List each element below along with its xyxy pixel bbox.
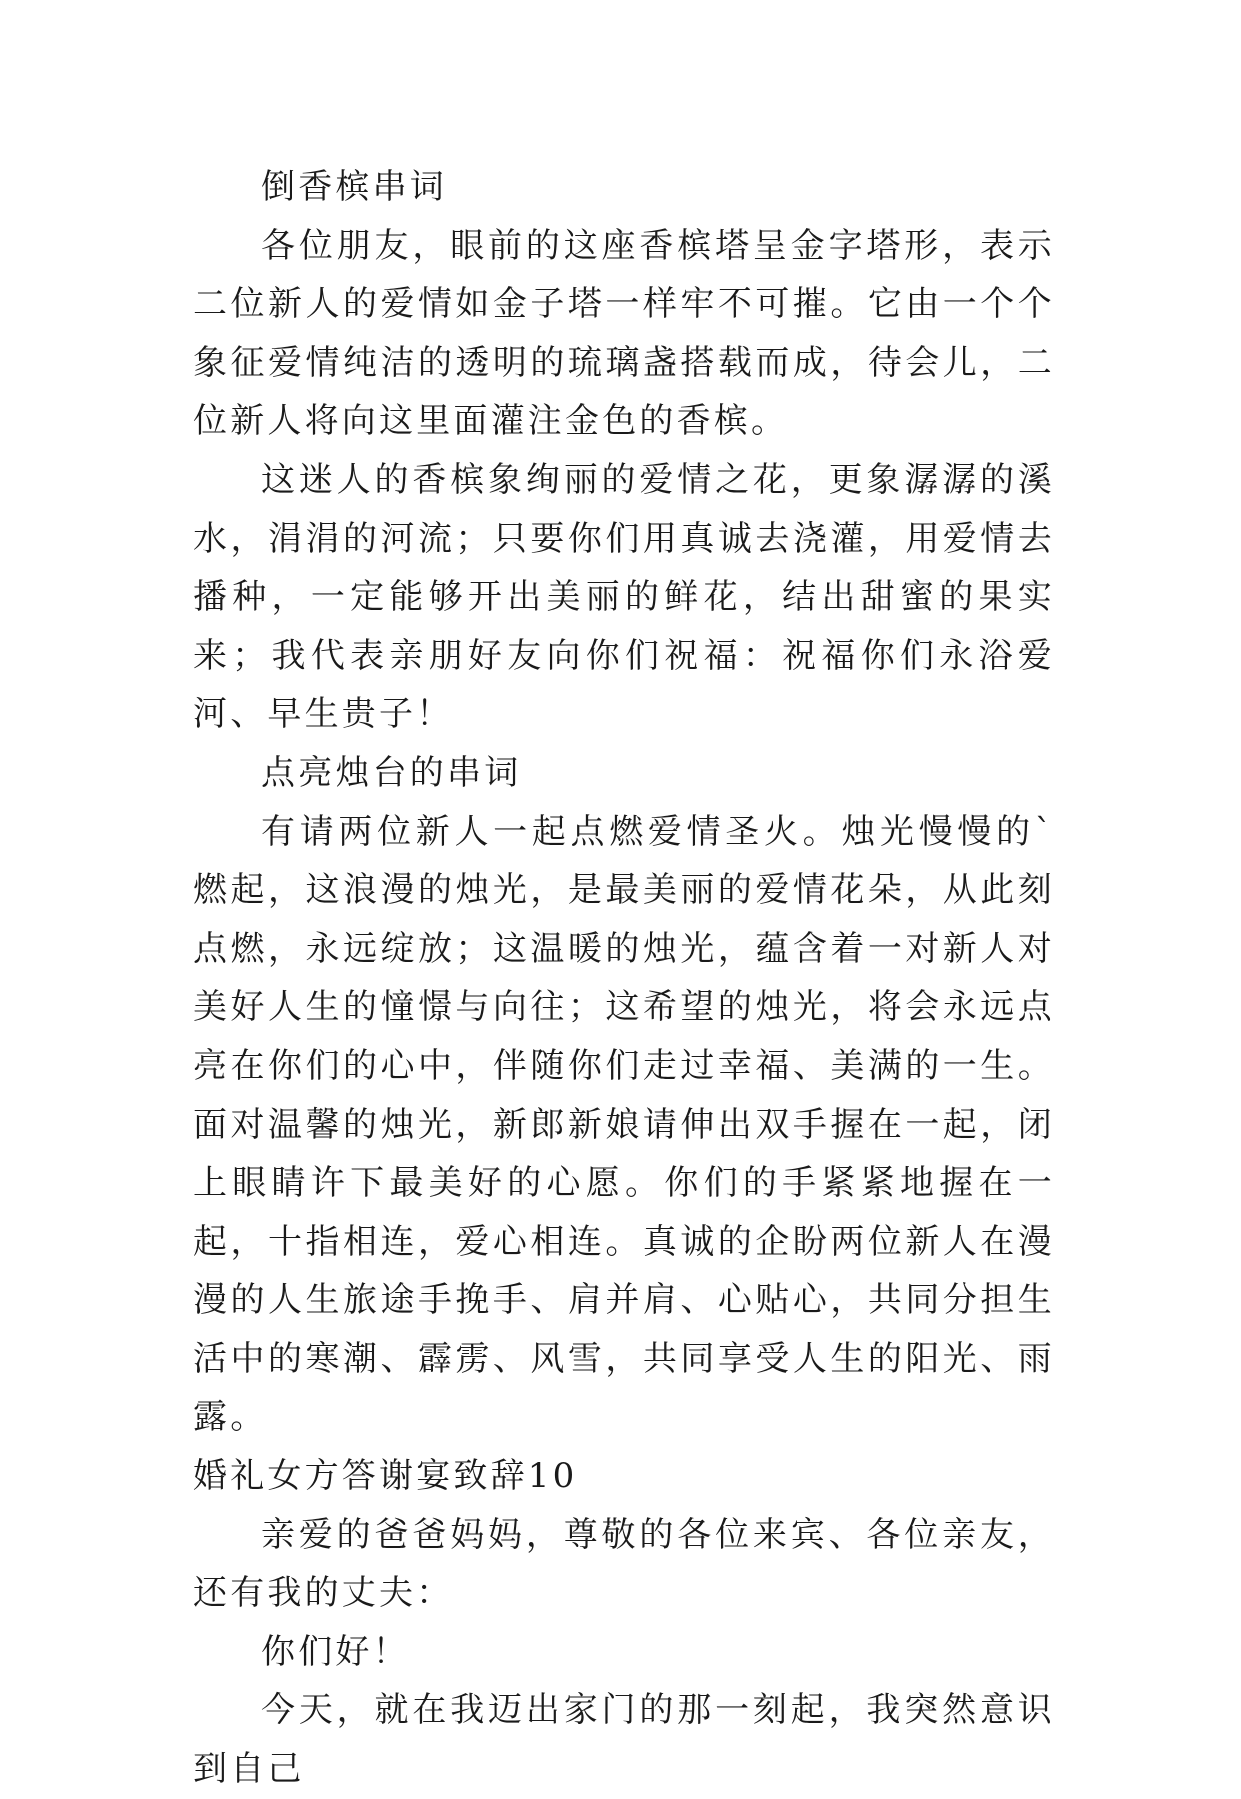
document-body xyxy=(193,158,1055,1799)
heading-bride-thanks-speech: 婚礼女方答谢宴致辞10 xyxy=(193,1456,578,1497)
paragraph-greeting: 你们好！ xyxy=(261,1631,410,1672)
paragraph-salutation: 亲爱的爸爸妈妈，尊敬的各位来宾、各位亲友，还有我的丈夫： xyxy=(193,1514,1055,1614)
heading-champagne-toast: 倒香槟串词 xyxy=(261,167,447,207)
paragraph-speech-opening: 今天，就在我迈出家门的那一刻起，我突然意识到自己 xyxy=(193,1690,1055,1790)
paragraph-champagne-tower: 各位朋友，眼前的这座香槟塔呈金字塔形，表示二位新人的爱情如金子塔一样牢不可摧。它由一个个象征爱情纯洁的透明的琉璃盏搭载而成，待会儿，二位新人将向这里面灌注金色的香槟。 xyxy=(193,225,1055,442)
paragraph-champagne-blessing: 这迷人的香槟象绚丽的爱情之花，更象潺潺的溪水，涓涓的河流；只要你们用真诚去浇灌，用爱情去播种，一定能够开出美丽的鲜花，结出甜蜜的果实来；我代表亲朋好友向你们祝福：祝福你们永浴爱河、早生贵子！ xyxy=(193,459,1055,735)
heading-candle-lighting: 点亮烛台的串词 xyxy=(261,752,522,793)
paragraph-candle-lighting: 有请两位新人一起点燃爱情圣火。烛光慢慢的`燃起，这浪漫的烛光，是最美丽的爱情花朵，从此刻点燃，永远绽放；这温暖的烛光，蕴含着一对新人对美好人生的憧憬与向往；这希望的烛光，将会永远点亮在你们的心中，伴随你们走过幸福、美满的一生。面对温馨的烛光，新郎新娘请伸出双手握在一起，闭上眼睛许下最美好的心愿。你们的手紧紧地握在一起，十指相连，爱心相连。真诚的企盼两位新人在漫漫的人生旅途手挽手、肩并肩、心贴心，共同分担生活中的寒潮、霹雳、风雪，共同享受人生的阳光、雨露。 xyxy=(193,811,1055,1438)
